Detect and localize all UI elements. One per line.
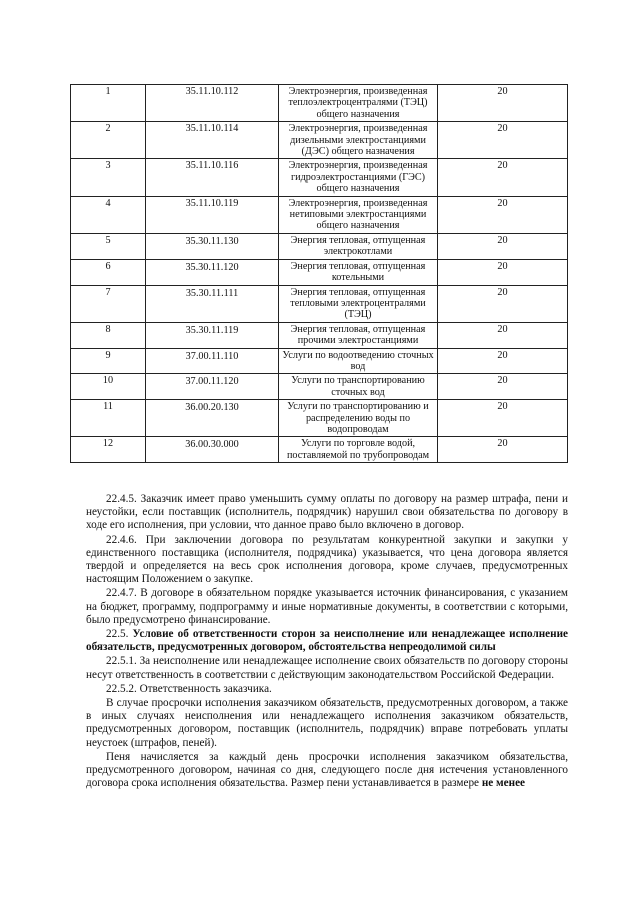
row-value: 20 xyxy=(438,374,568,400)
row-value: 20 xyxy=(438,122,568,159)
row-name: Энергия тепловая, отпущенная электрокотлами xyxy=(279,233,438,259)
table-row xyxy=(71,85,568,122)
row-code: 35.30.11.119 xyxy=(146,322,279,348)
table-row xyxy=(71,285,568,322)
row-code: 35.30.11.130 xyxy=(146,233,279,259)
paragraph-22-5-2: 22.5.2. Ответственность заказчика. xyxy=(106,682,272,695)
row-value: 20 xyxy=(438,285,568,322)
row-code: 37.00.11.110 xyxy=(146,348,279,374)
row-number: 2 xyxy=(71,122,146,159)
row-name: Электроэнергия, произведенная нетиповыми электростанциями общего назначения xyxy=(279,196,438,233)
paragraph-customer-delay: В случае просрочки исполнения заказчиком обязательств, предусмотренных договором, а также в иных случаях неисполнения или ненадлежащего исполнения заказчиком обязательств, предусмотренных договором, поставщик (исполнитель, подрядчик) вправе потребовать уплаты неустоек (штрафов, пеней). xyxy=(86,697,568,749)
table-row xyxy=(71,233,568,259)
row-value: 20 xyxy=(438,259,568,285)
row-number: 4 xyxy=(71,196,146,233)
row-name: Электроэнергия, произведенная теплоэлектроцентралями (ТЭЦ) общего назначения xyxy=(279,85,438,122)
row-code: 36.00.20.130 xyxy=(146,400,279,437)
paragraph-22-5 xyxy=(86,628,568,654)
row-code: 36.00.30.000 xyxy=(146,437,279,463)
paragraph-22-4-5: 22.4.5. Заказчик имеет право уменьшить сумму оплаты по договору на размер штрафа, пени и неустойки, если поставщик (исполнитель, подрядчик) нарушил свои обязательства по договору в ходе его исполнения, при условии, что данное право было включено в договор. xyxy=(86,493,568,532)
row-number: 5 xyxy=(71,233,146,259)
row-value: 20 xyxy=(438,196,568,233)
row-number: 1 xyxy=(71,85,146,122)
row-code: 35.11.10.112 xyxy=(146,85,279,122)
row-code: 35.11.10.114 xyxy=(146,122,279,159)
row-value: 20 xyxy=(438,437,568,463)
row-value: 20 xyxy=(438,322,568,348)
row-value: 20 xyxy=(438,348,568,374)
row-number: 7 xyxy=(71,285,146,322)
section-number: 22.5. xyxy=(106,628,133,641)
row-name: Услуги по транспортированию сточных вод xyxy=(279,374,438,400)
row-name: Электроэнергия, произведенная дизельными электростанциями (ДЭС) общего назначения xyxy=(279,122,438,159)
table-row xyxy=(71,348,568,374)
table-row xyxy=(71,196,568,233)
row-number: 10 xyxy=(71,374,146,400)
row-number: 3 xyxy=(71,159,146,196)
okpd-items-table xyxy=(70,84,568,463)
paragraph-22-4-6: 22.4.6. При заключении договора по результатам конкурентной закупки и закупки у единственного поставщика (исполнителя, подрядчика) указывается, что цена договора является твердой и определяется на весь срок исполнения договора, кроме случаев, предусмотренных настоящим Положением о закупке. xyxy=(86,533,568,586)
row-number: 6 xyxy=(71,259,146,285)
row-code: 37.00.11.120 xyxy=(146,374,279,400)
row-name: Услуги по торговле водой, поставляемой по трубопроводам xyxy=(279,437,438,463)
row-value: 20 xyxy=(438,85,568,122)
row-number: 8 xyxy=(71,322,146,348)
row-name: Энергия тепловая, отпущенная прочими электростанциями xyxy=(279,322,438,348)
body-text xyxy=(86,493,568,790)
section-heading: Условие об ответственности сторон за неисполнение или ненадлежащее исполнение обязательств, предусмотренных договором, обстоятельства непреодолимой силы xyxy=(86,628,569,654)
table-row xyxy=(71,437,568,463)
row-value: 20 xyxy=(438,400,568,437)
paragraph-22-5-1: 22.5.1. За неисполнение или ненадлежащее исполнение своих обязательств по договору стороны несут ответственность в соответствии с действующим законодательством Российской Федерации. xyxy=(86,655,568,681)
row-number: 11 xyxy=(71,400,146,437)
paragraph-22-4-7: 22.4.7. В договоре в обязательном порядке указывается источник финансирования, с указанием на бюджет, программу, подпрограмму и иные нормативные документы, в соответствии с которыми, было предусмотрено финансирование. xyxy=(86,587,568,626)
row-value: 20 xyxy=(438,159,568,196)
paragraph-penalty xyxy=(86,751,568,791)
penalty-bold: не менее xyxy=(481,777,525,790)
table-row xyxy=(71,374,568,400)
row-name: Энергия тепловая, отпущенная тепловыми электроцентралями (ТЭЦ) xyxy=(279,285,438,322)
table-row xyxy=(71,122,568,159)
row-name: Электроэнергия, произведенная гидроэлектростанциями (ГЭС) общего назначения xyxy=(279,159,438,196)
row-name: Услуги по транспортированию и распределению воды по водопроводам xyxy=(279,400,438,437)
row-code: 35.11.10.119 xyxy=(146,196,279,233)
table-row xyxy=(71,322,568,348)
table-row xyxy=(71,159,568,196)
row-number: 12 xyxy=(71,437,146,463)
row-number: 9 xyxy=(71,348,146,374)
row-code: 35.30.11.111 xyxy=(146,285,279,322)
row-value: 20 xyxy=(438,233,568,259)
table-row xyxy=(71,400,568,437)
table-row xyxy=(71,259,568,285)
row-code: 35.11.10.116 xyxy=(146,159,279,196)
penalty-text: Пеня начисляется за каждый день просрочки исполнения заказчиком обязательства, предусмотренного договором, начиная со дня, следующего после дня истечения установленного договора срока исполнения обязательства. Размер пени устанавливается в размере xyxy=(86,750,568,790)
row-code: 35.30.11.120 xyxy=(146,259,279,285)
row-name: Услуги по водоотведению сточных вод xyxy=(279,348,438,374)
row-name: Энергия тепловая, отпущенная котельными xyxy=(279,259,438,285)
